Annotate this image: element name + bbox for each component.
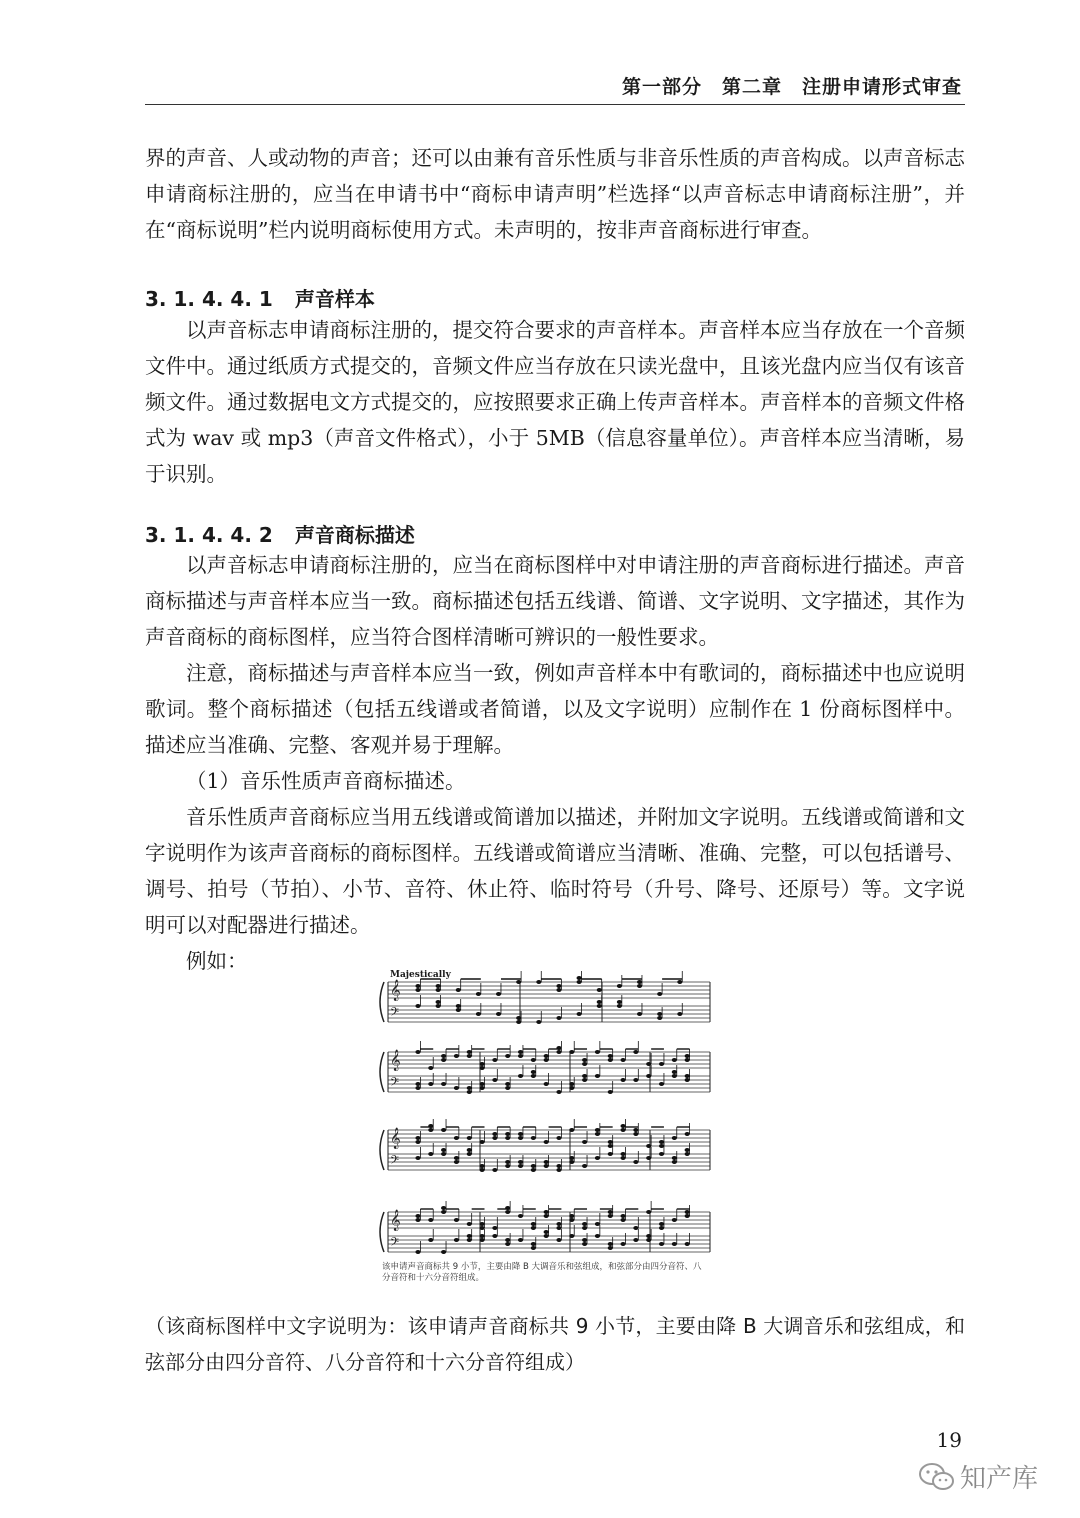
bass-clef: 𝄢	[390, 1236, 400, 1252]
note-head	[633, 1160, 638, 1164]
chord-note	[479, 1164, 484, 1168]
chord-note	[659, 1140, 664, 1144]
note-head	[646, 1062, 651, 1066]
note-head	[479, 1238, 484, 1242]
note-head	[479, 1226, 484, 1230]
note-head	[577, 980, 582, 984]
note-head	[496, 1012, 501, 1016]
note-head	[479, 1140, 484, 1144]
note-head	[659, 1152, 664, 1156]
note-head	[569, 1128, 574, 1132]
brace	[380, 982, 384, 1022]
note-head	[467, 1222, 472, 1226]
note-head	[582, 1164, 587, 1168]
note-head	[608, 1058, 613, 1062]
brace	[380, 1130, 384, 1170]
note-head	[467, 1238, 472, 1242]
note-head	[454, 1160, 459, 1164]
intro-block	[145, 140, 965, 248]
note-head	[633, 1078, 638, 1082]
note-head	[672, 1218, 677, 1222]
note-head	[617, 1004, 622, 1008]
note-head	[685, 1242, 690, 1246]
chord-note	[467, 1148, 472, 1152]
note-head	[582, 1242, 587, 1246]
chord-note	[672, 1070, 677, 1074]
chord-note	[544, 1230, 549, 1234]
note-head	[672, 1242, 677, 1246]
chord-note	[582, 1238, 587, 1242]
note-head	[620, 1078, 625, 1082]
note-head	[659, 1082, 664, 1086]
chord-note	[415, 1082, 420, 1086]
note-head	[556, 1090, 561, 1094]
note-head	[646, 1238, 651, 1242]
chord-note	[685, 1148, 690, 1152]
note-head	[492, 1234, 497, 1238]
note-head	[492, 1058, 497, 1062]
chord-note	[415, 984, 420, 988]
chord-note	[608, 1210, 613, 1214]
note-head	[595, 1132, 600, 1136]
chord-note	[428, 1124, 433, 1128]
note-head	[620, 1128, 625, 1132]
note-head	[518, 1164, 523, 1168]
note-head	[544, 1140, 549, 1144]
chord-note	[544, 1210, 549, 1214]
example-label: 例如：	[186, 949, 248, 973]
note-head	[454, 1238, 459, 1242]
note-head	[479, 1168, 484, 1172]
note-head	[608, 1152, 613, 1156]
chord-note	[597, 1000, 602, 1004]
note-head	[595, 1234, 600, 1238]
chord-note	[633, 1128, 638, 1132]
note-head	[569, 1218, 574, 1222]
note-head	[597, 988, 602, 992]
section-heading-sound-sample	[145, 283, 375, 312]
note-head	[608, 1214, 613, 1218]
note-head	[582, 1140, 587, 1144]
note-head	[569, 1086, 574, 1090]
score-caption: 该申请声音商标共 9 小节，主要由降 B 大调音乐和弦组成，和弦部分由四分音符、八分音符和十六分音符组成。	[382, 1262, 702, 1283]
chord-note	[467, 1234, 472, 1238]
chord-note	[569, 1156, 574, 1160]
sound-sample-paragraph: 以声音标志申请商标注册的，提交符合要求的声音样本。声音样本应当存放在一个音频文件中。通过纸质方式提交的，音频文件应当存放在只读光盘中，且该光盘内应当仅有该音频文件。通过数据电文方式提交的，应按照要求正确上传声音样本。声音样本的音频文件格式为 wav 或 mp3（声音文件格式），小于 5MB（信息容量单位）。声音样本应当清晰，易于识别。	[145, 318, 965, 486]
note-head	[597, 1004, 602, 1008]
note-head	[441, 1128, 446, 1132]
note-head	[476, 992, 481, 996]
note-head	[659, 1226, 664, 1230]
note-head	[505, 1086, 510, 1090]
subheading-music: （1）音乐性质声音商标描述。	[186, 769, 466, 793]
note-head	[454, 1086, 459, 1090]
note-head	[531, 1136, 536, 1140]
note-paragraph: 注意，商标描述与声音样本应当一致，例如声音样本中有歌词的，商标描述中也应说明歌词。整个商标描述（包括五线谱或者简谱，以及文字说明）应制作在 1 份商标图样中。描述应当准确、完整、客观并易于理解。	[145, 661, 965, 757]
note-head	[415, 1156, 420, 1160]
watermark	[918, 1458, 1038, 1495]
note-head	[657, 992, 662, 996]
page-number: 19	[936, 1428, 962, 1452]
note-head	[569, 1234, 574, 1238]
note-head	[637, 984, 642, 988]
chord-note	[518, 1050, 523, 1054]
note-head	[467, 1136, 472, 1140]
note-head	[556, 1050, 561, 1054]
chord-note	[608, 1140, 613, 1144]
note-head	[595, 1050, 600, 1054]
intro-paragraph: 界的声音、人或动物的声音；还可以由兼有音乐性质与非音乐性质的声音构成。以声音标志申请商标注册的，应当在申请书中“商标申请声明”栏选择“以声音标志申请商标注册”，并在“商标说明”栏内说明商标使用方式。未声明的，按非声音商标进行审查。	[145, 146, 965, 242]
note-head	[492, 1168, 497, 1172]
note-head	[633, 1132, 638, 1136]
note-head	[518, 1238, 523, 1242]
chord-note	[569, 1214, 574, 1218]
note-head	[672, 1074, 677, 1078]
note-head	[672, 1058, 677, 1062]
chord-note	[505, 1132, 510, 1136]
note-head	[620, 1058, 625, 1062]
chord-note	[544, 1160, 549, 1164]
note-head	[505, 1242, 510, 1246]
chord-note	[518, 1160, 523, 1164]
note-head	[505, 1210, 510, 1214]
note-head	[505, 1054, 510, 1058]
note-head	[415, 1050, 420, 1054]
chord-note	[531, 1164, 536, 1168]
bass-clef: 𝄢	[390, 1006, 400, 1022]
note-head	[454, 1218, 459, 1222]
note-head	[505, 1164, 510, 1168]
chord-note	[620, 1214, 625, 1218]
note-head	[556, 1226, 561, 1230]
chord-note	[582, 1058, 587, 1062]
chord-note	[685, 1054, 690, 1058]
note-head	[505, 1136, 510, 1140]
chord-note	[556, 1222, 561, 1226]
description-paragraph: 以声音标志申请商标注册的，应当在商标图样中对申请注册的声音商标进行描述。声音商标描述与声音样本应当一致。商标描述包括五线谱、简谱、文字说明、文字描述，其作为声音商标的商标图样，应当符合图样清晰可辨识的一般性要求。	[145, 553, 965, 649]
sound-description-block	[145, 547, 965, 979]
chord-note	[556, 1046, 561, 1050]
note-head	[620, 1156, 625, 1160]
chord-note	[441, 1054, 446, 1058]
note-head	[415, 1218, 420, 1222]
note-head	[672, 1160, 677, 1164]
note-head	[479, 1086, 484, 1090]
note-head	[685, 1078, 690, 1082]
bass-clef: 𝄢	[390, 1154, 400, 1170]
note-head	[685, 1214, 690, 1218]
note-head	[518, 1214, 523, 1218]
note-head	[467, 1054, 472, 1058]
sound-sample-block	[145, 312, 965, 492]
note-head	[677, 980, 682, 984]
chord-note	[582, 1222, 587, 1226]
note-head	[685, 1132, 690, 1136]
note-head	[544, 1164, 549, 1168]
chord-note	[479, 1062, 484, 1066]
chord-note	[657, 1012, 662, 1016]
note-head	[577, 1012, 582, 1016]
note-head	[672, 1136, 677, 1140]
chord-note	[577, 976, 582, 980]
note-head	[646, 1144, 651, 1148]
chord-note	[505, 1238, 510, 1242]
note-head	[441, 1058, 446, 1062]
note-head	[436, 988, 441, 992]
tempo-marking: Majestically	[390, 970, 451, 980]
header-rule	[145, 104, 965, 105]
chord-note	[620, 1152, 625, 1156]
note-head	[441, 1082, 446, 1086]
note-head	[518, 1074, 523, 1078]
note-head	[659, 1242, 664, 1246]
note-head	[531, 1058, 536, 1062]
chord-note	[531, 1070, 536, 1074]
note-head	[428, 1066, 433, 1070]
note-head	[467, 1090, 472, 1094]
note-head	[544, 1234, 549, 1238]
note-head	[415, 1140, 420, 1144]
chord-note	[544, 1054, 549, 1058]
note-head	[516, 980, 521, 984]
treble-clef: 𝄞	[390, 1210, 401, 1231]
running-header: 第一部分 第二章 注册申请形式审查	[621, 76, 962, 98]
note-head	[531, 1226, 536, 1230]
note-head	[531, 1168, 536, 1172]
note-head	[633, 1050, 638, 1054]
chord-note	[646, 1234, 651, 1238]
chord-note	[531, 1242, 536, 1246]
chord-note	[492, 1132, 497, 1136]
note-head	[556, 1238, 561, 1242]
note-head	[659, 1062, 664, 1066]
sheet-music-figure	[370, 970, 715, 1288]
chord-note	[436, 1000, 441, 1004]
note-head	[608, 1090, 613, 1094]
note-head	[415, 1086, 420, 1090]
chord-note	[617, 1000, 622, 1004]
note-head	[467, 1152, 472, 1156]
note-head	[646, 1156, 651, 1160]
note-head	[518, 1136, 523, 1140]
note-head	[516, 1020, 521, 1024]
note-head	[608, 1144, 613, 1148]
note-head	[476, 1012, 481, 1016]
music-description-paragraph: 音乐性质声音商标应当用五线谱或简谱加以描述，并附加文字说明。五线谱或简谱和文字说明作为该声音商标的商标图样。五线谱或简谱应当清晰、准确、完整，可以包括谱号、调号、拍号（节拍）、小节、音符、休止符、临时符号（升号、降号、还原号）等。文字说明可以对配器进行描述。	[145, 805, 965, 937]
note-head	[633, 1238, 638, 1242]
note-head	[646, 1210, 651, 1214]
chord-note	[556, 1164, 561, 1168]
note-head	[415, 1250, 420, 1254]
note-head	[428, 1218, 433, 1222]
note-head	[582, 1062, 587, 1066]
note-head	[492, 1136, 497, 1140]
treble-clef: 𝄞	[390, 1128, 401, 1149]
note-head	[556, 988, 561, 992]
note-head	[544, 1058, 549, 1062]
chord-note	[685, 1210, 690, 1214]
note-head	[492, 1226, 497, 1230]
section-title: 声音样本	[294, 287, 375, 311]
note-head	[544, 1214, 549, 1218]
note-head	[544, 1082, 549, 1086]
note-head	[633, 1226, 638, 1230]
note-head	[620, 1218, 625, 1222]
note-head	[556, 1168, 561, 1172]
note-head	[582, 1078, 587, 1082]
chord-note	[467, 1050, 472, 1054]
watermark-text: 知产库	[960, 1464, 1039, 1494]
chord-note	[672, 1156, 677, 1160]
chord-note	[637, 980, 642, 984]
chord-note	[582, 1074, 587, 1078]
section-number: 3. 1. 4. 4. 1	[145, 287, 273, 311]
brace	[380, 1052, 384, 1092]
chord-note	[454, 1156, 459, 1160]
brace	[380, 1212, 384, 1252]
chord-note	[569, 1082, 574, 1086]
note-head	[531, 1246, 536, 1250]
note-head	[518, 1054, 523, 1058]
note-head	[659, 1144, 664, 1148]
figure-caption: （该商标图样中文字说明为：该申请声音商标共 9 小节，主要由降 B 大调音乐和弦组成，和弦部分由四分音符、八分音符和十六分音符组成）	[145, 1314, 965, 1374]
note-head	[556, 1136, 561, 1140]
chord-note	[505, 1082, 510, 1086]
note-head	[479, 1066, 484, 1070]
note-head	[428, 1082, 433, 1086]
chord-note	[516, 1016, 521, 1020]
note-head	[569, 1160, 574, 1164]
note-head	[441, 1152, 446, 1156]
chord-note	[467, 1086, 472, 1090]
note-head	[637, 1012, 642, 1016]
note-head	[428, 1238, 433, 1242]
note-head	[569, 1050, 574, 1054]
chord-note	[456, 1004, 461, 1008]
wechat-icon	[918, 1462, 956, 1492]
chord-note	[479, 1082, 484, 1086]
chord-note	[659, 1222, 664, 1226]
note-head	[685, 1152, 690, 1156]
chord-note	[531, 1222, 536, 1226]
note-head	[646, 1074, 651, 1078]
treble-clef: 𝄞	[390, 1050, 401, 1071]
note-head	[677, 1012, 682, 1016]
chord-note	[505, 1206, 510, 1210]
note-head	[428, 1152, 433, 1156]
sheet-music-staves	[370, 970, 715, 1260]
note-head	[454, 1136, 459, 1140]
note-head	[595, 1074, 600, 1078]
chord-note	[518, 1132, 523, 1136]
note-head	[685, 1058, 690, 1062]
note-head	[536, 980, 541, 984]
section-number: 3. 1. 4. 4. 2	[145, 523, 273, 547]
bass-clef: 𝄢	[390, 1076, 400, 1092]
note-head	[617, 984, 622, 988]
note-head	[428, 1128, 433, 1132]
chord-note	[608, 1054, 613, 1058]
chord-note	[608, 1242, 613, 1246]
chord-note	[505, 1160, 510, 1164]
note-head	[415, 988, 420, 992]
treble-clef: 𝄞	[390, 980, 401, 1001]
chord-note	[441, 1206, 446, 1210]
note-head	[531, 1074, 536, 1078]
note-head	[496, 992, 501, 996]
section-title: 声音商标描述	[294, 523, 415, 547]
note-head	[441, 1250, 446, 1254]
chord-note	[415, 1214, 420, 1218]
note-head	[536, 1020, 541, 1024]
note-head	[582, 1226, 587, 1230]
chord-note	[415, 1136, 420, 1140]
chord-note	[685, 1074, 690, 1078]
note-head	[657, 1016, 662, 1020]
chord-note	[556, 984, 561, 988]
chord-note	[479, 1222, 484, 1226]
note-head	[608, 1246, 613, 1250]
section-heading-sound-description	[145, 519, 415, 548]
note-head	[595, 1156, 600, 1160]
chord-note	[436, 984, 441, 988]
note-head	[454, 1054, 459, 1058]
note-head	[556, 1016, 561, 1020]
note-head	[456, 1008, 461, 1012]
chord-note	[479, 1234, 484, 1238]
note-head	[595, 1222, 600, 1226]
note-head	[492, 1078, 497, 1082]
note-head	[441, 1210, 446, 1214]
note-head	[456, 988, 461, 992]
note-head	[415, 1004, 420, 1008]
chord-note	[441, 1148, 446, 1152]
chord-note	[620, 1124, 625, 1128]
chord-note	[595, 1128, 600, 1132]
note-head	[620, 1242, 625, 1246]
note-head	[436, 1004, 441, 1008]
